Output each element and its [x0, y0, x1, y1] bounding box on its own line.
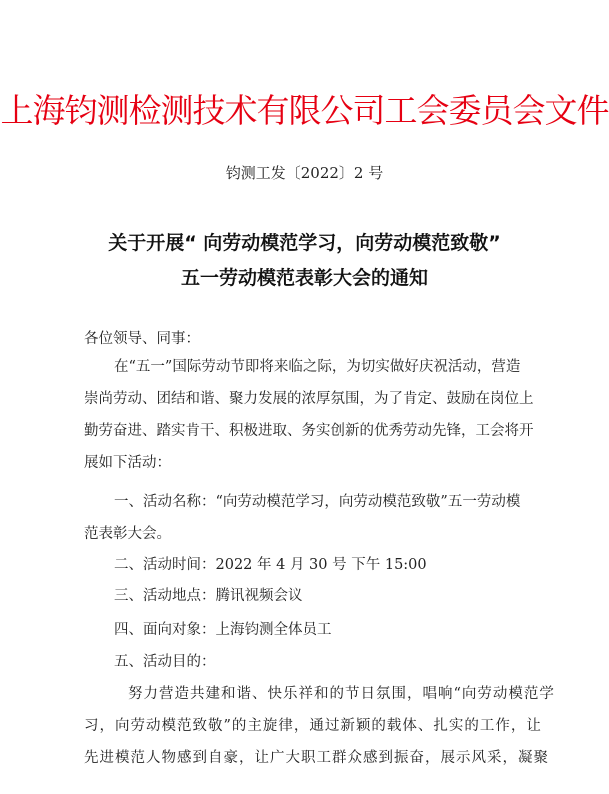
item-activity-location: [84, 580, 544, 612]
item-activity-location-text: 三、活动地点：腾讯视频会议: [114, 588, 303, 604]
notice-title-line-1: 关于开展“ 向劳动模范学习，向劳动模范致敬”: [108, 232, 501, 254]
item-activity-name-line: 范表彰大会。: [84, 526, 171, 542]
item-target-audience-text: 四、面向对象：上海钧测全体员工: [114, 622, 332, 638]
item-activity-name: [84, 486, 544, 550]
item-activity-purpose: [84, 646, 544, 678]
item-activity-purpose-text: 五、活动目的：: [114, 654, 216, 670]
document-number: 钧测工发〔2022〕2 号: [225, 164, 384, 182]
item-target-audience: [84, 614, 544, 646]
salutation-text: 各位领导、同事：: [84, 331, 200, 347]
intro-paragraph: [84, 351, 544, 479]
intro-line: 勤劳奋进、踏实肯干、积极进取、务实创新的优秀劳动先锋，工会将开: [84, 423, 534, 439]
item-activity-name-line: 一、活动名称：“向劳动模范学习，向劳动模范致敬”五一劳动模: [114, 494, 521, 510]
intro-line: 在“五一”国际劳动节即将来临之际，为切实做好庆祝活动，营造: [114, 359, 521, 375]
item-activity-time-text: 二、活动时间：2022 年 4 月 30 号 下午 15:00: [114, 557, 427, 573]
purpose-paragraph: [84, 678, 555, 774]
purpose-line: 努力营造共建和谐、快乐祥和的节日氛围，唱响“向劳动模范学: [128, 686, 555, 702]
purpose-line: 先进模范人物感到自豪，让广大职工群众感到振奋，展示风采，凝聚: [84, 750, 549, 766]
intro-line: 崇尚劳动、团结和谐、聚力发展的浓厚氛围，为了肯定、鼓励在岗位上: [84, 391, 534, 407]
intro-line: 展如下活动：: [84, 455, 171, 471]
org-red-header: 上海钧测检测技术有限公司工会委员会文件: [0, 91, 609, 130]
item-activity-time: [84, 549, 544, 581]
purpose-line: 习，向劳动模范致敬”的主旋律，通过新颖的载体、扎实的工作，让: [84, 718, 542, 734]
notice-title-line-2: 五一劳动模范表彰大会的通知: [180, 267, 428, 289]
